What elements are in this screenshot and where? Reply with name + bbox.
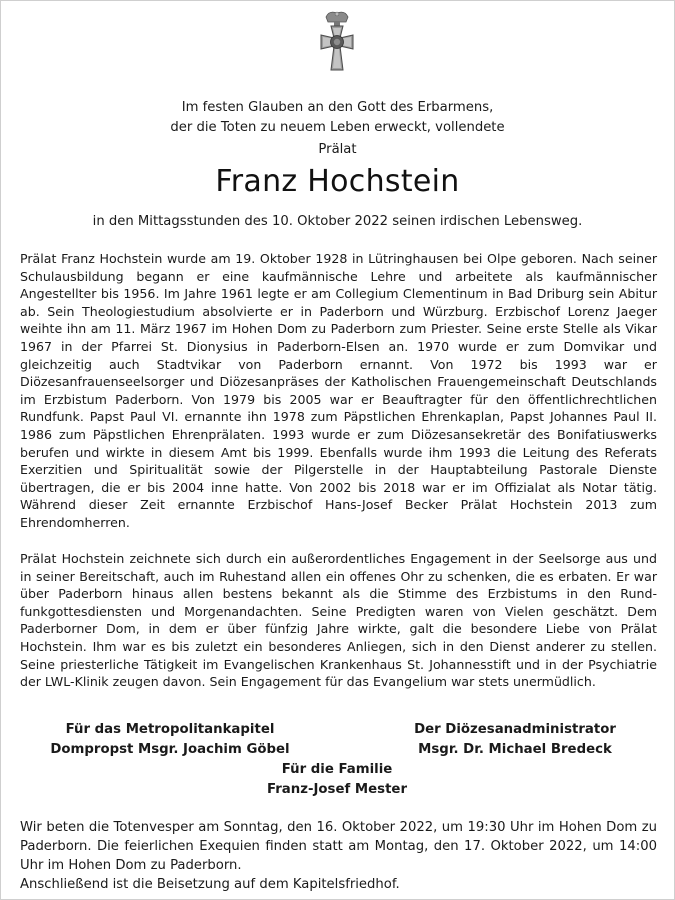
signature-right-line1: Der Diözesanadministrator bbox=[414, 722, 616, 737]
signature-left-line2: Dompropst Msgr. Joachim Göbel bbox=[50, 742, 290, 757]
burial-info: Anschließend ist die Beisetzung auf dem Kapitelsfriedhof. bbox=[20, 877, 400, 892]
signature-family-line1: Für die Familie bbox=[281, 762, 393, 777]
funeral-info: Wir beten die Totenvesper am Sonntag, den 16. Oktober 2022, um 19:30 Uhr im Hohen Dom zu Paderborn. Die feierlichen Exequien finden statt am Montag, den 17. Oktober 2022, um 14:00 Uhr im Hohen Dom zu Paderborn. bbox=[20, 820, 657, 873]
title-prelate: Prälat bbox=[318, 142, 357, 157]
signature-family-line2: Franz-Josef Mester bbox=[266, 782, 407, 797]
signature-right-line2: Msgr. Dr. Michael Bredeck bbox=[418, 742, 612, 757]
tribute-paragraph: Prälat Hochstein zeichnete sich durch ein außerordentliches Engagement in der Seelsorge aus und in seiner Bereitschaft, auch im Ruhestand allen ein offenes Ohr zu schenken, die es erbaten. Er war über Paderborn hinaus allen bestens bekannt als die Stimme des Erzbistums in den Rundfunkgottesdiensten und Morgenandachten. Seine Predigten waren von Vielen geschätzt. Dem Paderborner Dom, in dem er über fünfzig Jahre wirkte, galt die besondere Liebe von Prälat Hochstein. Ihm war es bis zuletzt ein besonderes Anliegen, sich in den Dienst anderer zu stellen. Seine priesterliche Tätigkeit im Evangelischen Krankenhaus St. Johannesstift und in der Psychiatrie der LWL-Klinik zeugen davon. Sein Engagement für das Evangelium war stets unermüdlich. bbox=[20, 551, 657, 690]
deceased-name: Franz Hochstein bbox=[215, 164, 460, 199]
order-cross-emblem-icon bbox=[309, 8, 365, 76]
signature-right bbox=[385, 720, 645, 760]
signature-left bbox=[40, 720, 300, 760]
intro-line-1: Im festen Glauben an den Gott des Erbarmens, bbox=[181, 100, 494, 115]
intro-line-2: der die Toten zu neuem Leben erweckt, vollendete bbox=[170, 120, 505, 135]
signature-left-line1: Für das Metropolitankapitel bbox=[65, 722, 275, 737]
intro-line-3: in den Mittagsstunden des 10. Oktober 2022 seinen irdischen Lebensweg. bbox=[92, 214, 583, 229]
signature-family bbox=[207, 760, 467, 800]
biography-paragraph: Prälat Franz Hochstein wurde am 19. Oktober 1928 in Lütringhausen bei Olpe geboren. Nach seiner Schulausbildung begann er eine kaufmännische Lehre und arbeitete als kaufmännischer Angestellter bis 1956. Im Jahre 1961 legte er am Collegium Clementinum in Bad Driburg sein Abitur ab. Sein Theologiestudium absolvierte er in Paderborn und Würzburg. Erzbischof Lorenz Jaeger weihte ihn am 11. März 1967 im Hohen Dom zu Paderborn zum Priester. Seine erste Stelle als Vikar 1967 in der Pfarrei St. Dionysius in Paderborn-Elsen an. 1970 wurde er zum Domvikar und gleichzeitig auch Stadtvikar von Paderborn ernannt. Von 1972 bis 1993 war er Diözesanfrauenseelsorger und Diözesanpräses der Katholischen Frauengemeinschaft Deutschlands im Erzbistum Paderborn. Von 1979 bis 2005 war er Beauftragter für den öffentlichrechtlichen Rundfunk. Papst Paul VI. ernannte ihn 1978 zum Päpstlichen Ehrenkaplan, Papst Johannes Paul II. 1986 zum Päpstlichen Ehrenprälaten. 1993 wurde er zum Diözesansekretär des Bonifatiuswerks berufen und wirkte in diesem Amt bis 1999. Ebenfalls wurde ihm 1993 die Leitung des Referats Exerzitien und Spiritualität sowie der Pilgerstelle in der Hauptabteilung Pastorale Dienste übertragen, die er bis 2004 inne hatte. Von 2002 bis 2018 war er im Offizialat als Notar tätig. Während dieser Zeit ernannte Erzbischof Hans-Josef Becker Prälat Hochstein 2013 zum Ehrendomherren. bbox=[20, 251, 657, 530]
